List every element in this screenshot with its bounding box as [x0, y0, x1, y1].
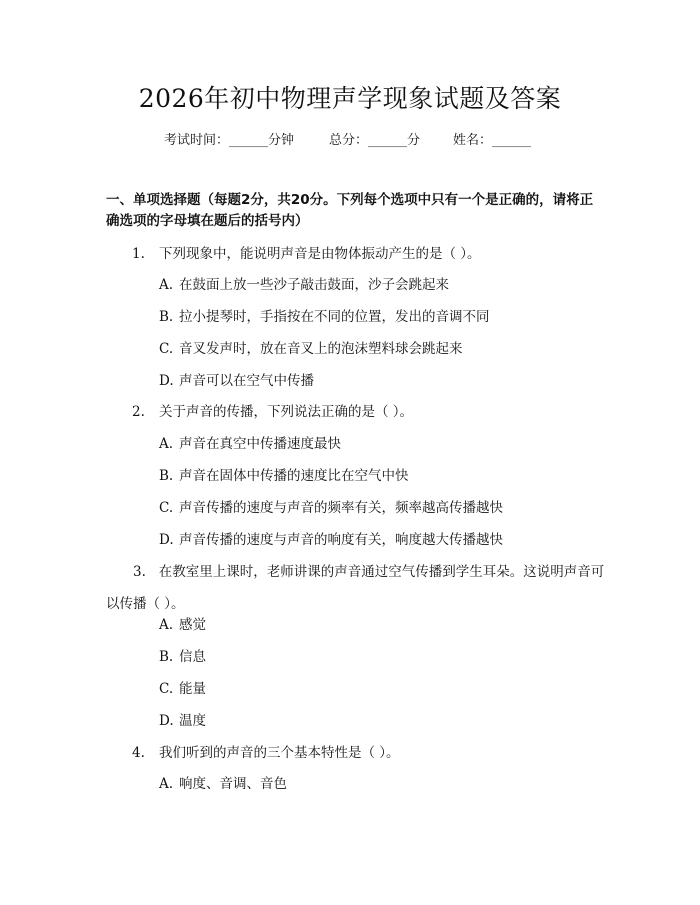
question-text: 下列现象中，能说明声音是由物体振动产生的是（ ）。: [159, 246, 481, 262]
option-text: 音叉发声时，放在音叉上的泡沫塑料球会跳起来: [179, 341, 463, 357]
option-item: [159, 371, 314, 391]
option-letter: D.: [159, 532, 174, 548]
question-text: 我们听到的声音的三个基本特性是（ ）。: [159, 745, 400, 761]
option-item: [159, 679, 206, 699]
exam-meta-row: [0, 131, 700, 151]
option-letter: A.: [159, 436, 174, 452]
option-letter: C.: [159, 341, 174, 357]
option-letter: B.: [159, 468, 174, 484]
option-text: 在鼓面上放一些沙子敲击鼓面，沙子会跳起来: [179, 277, 449, 293]
option-item: [159, 307, 490, 327]
total-score-field: 总分：______分: [329, 133, 421, 148]
option-letter: B.: [159, 309, 174, 325]
question-text: 关于声音的传播，下列说法正确的是（ ）。: [159, 404, 414, 420]
option-item: [159, 774, 287, 794]
option-letter: D.: [159, 373, 174, 389]
option-letter: D.: [159, 713, 174, 729]
option-item: [159, 647, 206, 667]
option-text: 拉小提琴时，手指按在不同的位置，发出的音调不同: [179, 309, 490, 325]
option-item: [159, 530, 503, 550]
option-item: [159, 498, 503, 518]
option-item: [159, 711, 206, 731]
question-number: 4.: [132, 745, 145, 761]
option-text: 信息: [179, 649, 206, 665]
option-letter: B.: [159, 649, 174, 665]
option-text: 声音在真空中传播速度最快: [179, 436, 341, 452]
option-letter: C.: [159, 500, 174, 516]
option-letter: A.: [159, 617, 174, 633]
option-text: 声音传播的速度与声音的频率有关，频率越高传播越快: [179, 500, 503, 516]
option-letter: A.: [159, 776, 174, 792]
option-letter: C.: [159, 681, 174, 697]
option-text: 声音传播的速度与声音的响度有关，响度越大传播越快: [179, 532, 503, 548]
option-item: [159, 434, 341, 454]
option-text: 声音可以在空气中传播: [179, 373, 314, 389]
option-letter: A.: [159, 277, 174, 293]
question-number: 1.: [132, 246, 145, 262]
name-field: 姓名：______: [453, 133, 532, 148]
option-item: [159, 615, 206, 635]
question-number: 2.: [132, 404, 145, 420]
section-heading-single-choice: 一、单项选择题（每题2分，共20分。下列每个选项中只有一个是正确的，请将正确选项的字母填在题后的括号内）: [106, 192, 594, 229]
question-block-wrapped: [106, 556, 606, 620]
option-text: 感觉: [179, 617, 206, 633]
exam-time-field: 考试时间：______分钟: [164, 133, 295, 148]
question-text: 在教室里上课时，老师讲课的声音通过空气传播到学生耳朵。这说明声音可以传播（ ）。: [106, 564, 605, 612]
option-text: 能量: [179, 681, 206, 697]
option-text: 声音在固体中传播的速度比在空气中快: [179, 468, 409, 484]
page-title: 2026年初中物理声学现象试题及答案: [138, 84, 562, 113]
option-item: [159, 466, 409, 486]
option-item: [159, 339, 463, 359]
option-item: [159, 275, 449, 295]
option-text: 响度、音调、音色: [179, 776, 287, 792]
option-text: 温度: [179, 713, 206, 729]
question-number: 3.: [133, 564, 146, 580]
